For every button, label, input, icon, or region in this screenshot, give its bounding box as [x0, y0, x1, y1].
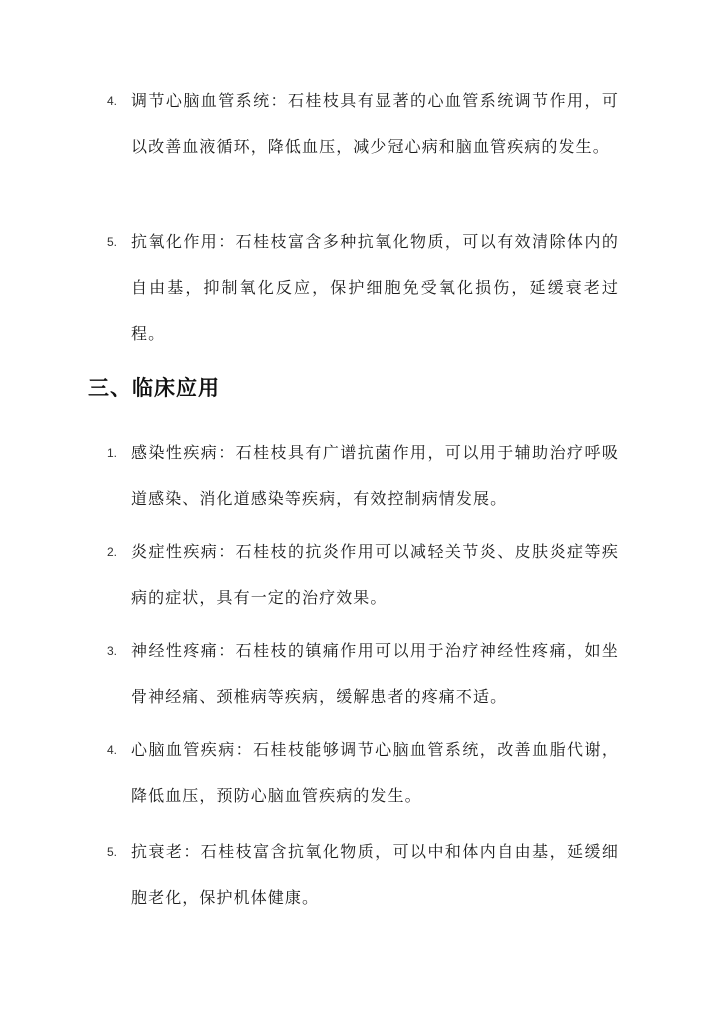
- list-item-text: 感染性疾病：石桂枝具有广谱抗菌作用，可以用于辅助治疗呼吸道感染、消化道感染等疾病，有效控制病情发展。: [131, 443, 619, 508]
- list-item-text: 抗氧化作用：石桂枝富含多种抗氧化物质，可以有效清除体内的自由基，抑制氧化反应，保护细胞免受氧化损伤，延缓衰老过程。: [131, 232, 619, 343]
- list-item-text: 抗衰老：石桂枝富含抗氧化物质，可以中和体内自由基，延缓细胞老化，保护机体健康。: [131, 842, 619, 907]
- list-item-text: 神经性疼痛：石桂枝的镇痛作用可以用于治疗神经性疼痛，如坐骨神经痛、颈椎病等疾病，缓解患者的疼痛不适。: [131, 641, 619, 706]
- list-number: 1.: [107, 446, 118, 460]
- section-heading-clinical: 三、临床应用: [88, 376, 220, 400]
- list-item-text: 炎症性疾病：石桂枝的抗炎作用可以减轻关节炎、皮肤炎症等疾病的症状，具有一定的治疗效果。: [131, 542, 619, 607]
- list-item-text: 调节心脑血管系统：石桂枝具有显著的心血管系统调节作用，可以改善血液循环，降低血压，减少冠心病和脑血管疾病的发生。: [131, 91, 619, 156]
- list-item-text: 心脑血管疾病：石桂枝能够调节心脑血管系统，改善血脂代谢，降低血压，预防心脑血管疾病的发生。: [131, 740, 619, 805]
- list-number: 4.: [107, 743, 118, 757]
- list-number: 4.: [107, 94, 118, 108]
- list-number: 2.: [107, 545, 118, 559]
- list-number: 3.: [107, 644, 118, 658]
- list-number: 5.: [107, 235, 118, 249]
- list-number: 5.: [107, 845, 118, 859]
